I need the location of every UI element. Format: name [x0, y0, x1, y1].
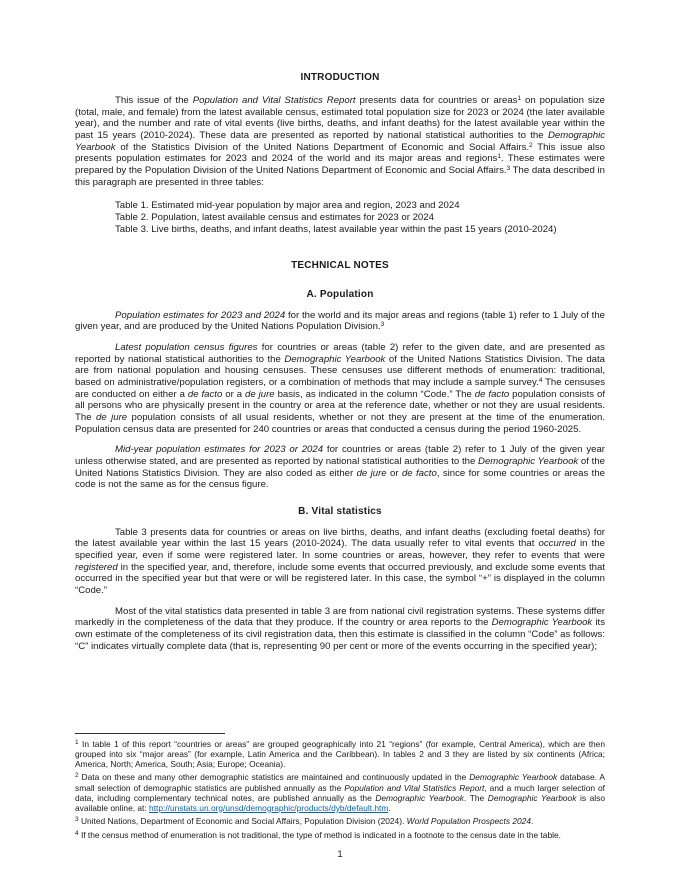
table-list-item-1: Table 1. Estimated mid-year population by major area and region, 2023 and 2024: [115, 200, 460, 212]
footnotes-section: [75, 733, 605, 840]
table-list-item-2: Table 2. Population, latest available census and estimates for 2023 or 2024: [115, 212, 434, 224]
technical-notes-heading: TECHNICAL NOTES: [291, 259, 389, 271]
footnote-2: $^2$ Data on these and many other demographic statistics are maintained and continuously updated in the Demographic Yearbook database. A small selection of demographic statistics are published annually as the Population and Vital Statistics Report, and a much larger selection of data, including complementary technical notes, are published annually as the Demographic Yearbook. The Demographic Yearbook is also available online, at: http://unstats.un.org/unsd/demographic/products/dyb/default.htm.: [75, 772, 605, 813]
table-list: [115, 200, 605, 235]
footnote-1: $^1$ In table 1 of this report “countries or areas” are grouped geographically into 21 “regions” (for example, Central America), which are then grouped into six “major areas” (for example, Latin America and the Caribbean). In tables 2 and 3 they are listed by six continents (Africa; America, North; America, South; Asia; Europe; Oceania).: [75, 738, 605, 769]
table-list-item-3: Table 3. Live births, deaths, and infant deaths, latest available year within the past 15 years (2010-2024): [115, 223, 557, 235]
census-figures-paragraph: Latest population census figures for countries or areas (table 2) refer to the given date, and are presented as reported by national statistical authorities to the Demographic Yearbook of the United Nations Statistics Division. The data are from national population and housing censuses. These censuses use different methods of enumeration: traditional, based on administrative/population registers, or a combination of methods that may include a sample survey.$^4$ The censuses are conducted on either a de facto or a de jure basis, as indicated in the column “Code.” The de facto population consists of all persons who are physically present in the country or area at the reference date, whether or not they are usual residents. The de jure population consists of all usual residents, whether or not they are present at the time of the enumeration. Population census data are presented for 240 countries or areas that conducted a census during the period 1960-2025.: [75, 341, 606, 435]
page-number: 1: [337, 849, 343, 860]
vital-table3-paragraph: Table 3 presents data for countries or areas on live births, deaths, and infant deaths (excluding foetal deaths) for the latest available year within the last 15 years (2010-2024). The data usually refer to vital events that occurred in the specified year, even if some were registered later. In some countries or areas, however, they refer to events that were registered in the specified year, and, therefore, include some events that occurred previously, and exclude some events that occurred in the specified year but that were or will be registered later. In this case, the symbol “+” is displayed in the column “Code.”: [75, 526, 605, 597]
footnote-3: $^3$ United Nations, Department of Economic and Social Affairs, Population Division (2024). World Population Prospects 2024.: [75, 816, 534, 827]
hyperlink[interactable]: http://unstats.un.org/unsd/demographic/products/dyb/default.htm: [149, 802, 389, 813]
section-b-heading: B. Vital statistics: [298, 505, 382, 517]
intro-paragraph: This issue of the Population and Vital Statistics Report presents data for countries or areas$^1$ on population size (total, male, and female) from the latest available census, estimated total population size for 2023 or 2024 (the later available year), and the number and rate of vital events (live births, deaths, and infant deaths) for the latest available year within the past 15 years (2010-2024). These data are presented as reported by national statistical authorities to the Demographic Yearbook of the Statistics Division of the United Nations Department of Economic and Social Affairs.$^2$ This issue also presents population estimates for 2023 and 2024 of the world and its major areas and regions$^1$. These estimates were prepared by the Population Division of the United Nations Department of Economic and Social Affairs.$^3$ The data described in this paragraph are presented in three tables:: [75, 95, 605, 188]
footnote-separator: [75, 733, 225, 734]
intro-heading: INTRODUCTION: [300, 72, 380, 83]
section-a-heading: A. Population: [306, 288, 374, 300]
vital-registration-paragraph: Most of the vital statistics data presented in table 3 are from national civil registration systems. These systems differ markedly in the completeness of the data that they produce. If the country or area reports to the Demographic Yearbook its own estimate of the completeness of its civil registration data, then this estimate is classified in the column “Code” as follows: “C” indicates virtually complete data (that is, representing 90 per cent or more of the events occurring in the specified year);: [75, 605, 606, 652]
footnote-4: $^4$ If the census method of enumeration is not traditional, the type of method is indicated in a footnote to the census date in the table.: [75, 829, 561, 840]
midyear-estimates-paragraph: Mid-year population estimates for 2023 or 2024 for countries or areas (table 2) refer to 1 July of the given year unless otherwise stated, and are presented as reported by national statistical authorities to the Demographic Yearbook of the United Nations Statistics Division. They are also coded as either de jure or de facto, since for some countries or areas the code is not the same as for the census figure.: [75, 444, 606, 491]
population-estimates-paragraph: Population estimates for 2023 and 2024 for the world and its major areas and regions (table 1) refer to 1 July of the given year, and are produced by the United Nations Population Division.$^3$: [75, 309, 605, 333]
